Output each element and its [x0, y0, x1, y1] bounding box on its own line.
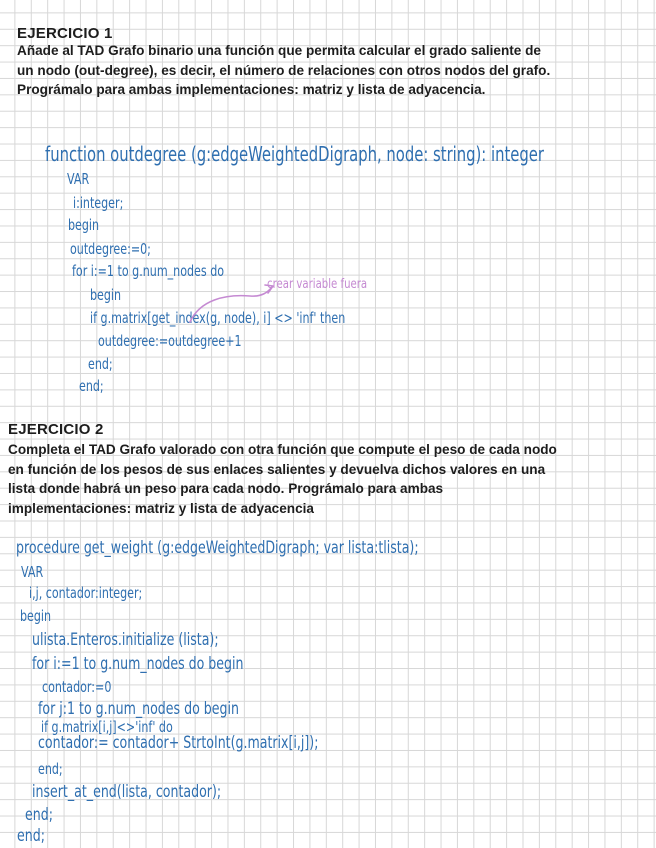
code-line: if g.matrix[get_index(g, node), i] <> 'inf' then — [90, 309, 346, 327]
code-line: outdegree:=0; — [70, 240, 151, 258]
code-line: begin — [20, 607, 52, 625]
code-line: i:integer; — [73, 194, 124, 212]
statement-line: un nodo (out-degree), es decir, el número de relaciones con otros nodos del grafo. — [17, 62, 551, 78]
code-line: outdegree:=outdegree+1 — [98, 332, 242, 350]
code-line: insert_at_end(lista, contador); — [32, 782, 222, 802]
code-line: VAR — [67, 170, 90, 188]
annotation-note: crear variable fuera — [267, 277, 368, 292]
code-line: for i:=1 to g.num_nodes do — [72, 262, 225, 280]
code-line: ulista.Enteros.initialize (lista); — [32, 630, 219, 650]
statement-line: Completa el TAD Grafo valorado con otra función que compute el peso de cada nodo — [8, 442, 557, 457]
code-line-signature: function outdegree (g:edgeWeightedDigraph, node: string): integer — [45, 142, 544, 166]
code-line: contador:= contador+ StrtoInt(g.matrix[i,j]); — [38, 733, 319, 753]
code-line: end; — [79, 377, 104, 395]
statement-line: Prográmalo para ambas implementaciones: matriz y lista de adyacencia. — [17, 82, 486, 97]
statement-line: Añade al TAD Grafo binario una función que permita calcular el grado saliente de — [17, 43, 541, 58]
exercise-2-title: EJERCICIO 2 — [8, 421, 104, 438]
code-line-signature: procedure get_weight (g:edgeWeightedDigraph; var lista:tlista); — [16, 538, 419, 558]
exercise-1-title: EJERCICIO 1 — [17, 25, 113, 42]
statement-line: implementaciones: matriz y lista de adyacencia — [8, 500, 314, 516]
statement-line: en función de los pesos de sus enlaces salientes y devuelva dichos valores en una — [8, 461, 546, 477]
code-line: VAR — [21, 563, 44, 581]
code-line: if g.matrix[i,j]<>'inf' do — [41, 718, 173, 736]
code-line: for i:=1 to g.num_nodes do begin — [32, 654, 244, 674]
code-line: begin — [90, 286, 122, 304]
code-line: for j:1 to g.num_nodes do begin — [38, 699, 239, 719]
code-line: end; — [25, 805, 53, 825]
statement-line: lista donde habrá un peso para cada nodo. Prográmalo para ambas — [8, 481, 444, 496]
exercise-2-statement — [8, 440, 557, 518]
code-line: begin — [68, 216, 100, 234]
code-line: end; — [17, 826, 45, 846]
code-line: contador:=0 — [42, 678, 112, 696]
code-line: end; — [88, 355, 113, 373]
code-line: i,j, contador:integer; — [29, 584, 143, 602]
code-line: end; — [38, 760, 63, 778]
